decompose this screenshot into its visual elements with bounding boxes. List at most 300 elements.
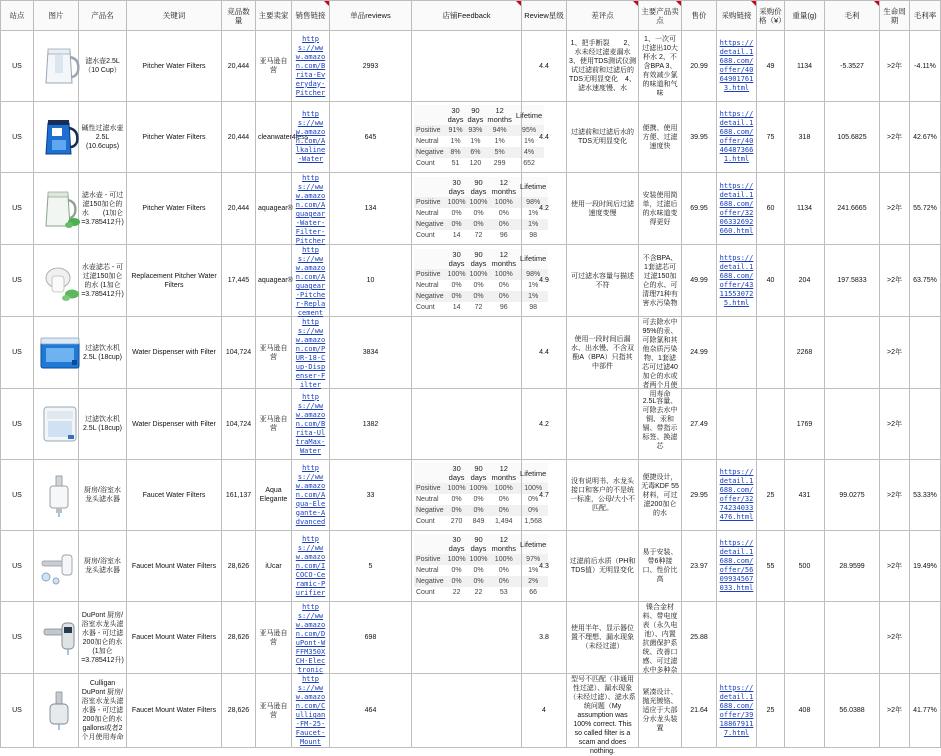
feedback-value: 98% <box>518 269 548 280</box>
dispenser-white-icon <box>36 401 76 447</box>
feedback-value: 0% <box>451 496 462 503</box>
feedback-value: 1,494 <box>494 518 513 525</box>
product-image-cell[interactable] <box>34 389 79 460</box>
faucet-filter-icon <box>36 472 76 518</box>
feedback-col-header: 12 months <box>491 249 517 268</box>
feedback-value: 0% <box>451 281 462 289</box>
header-row <box>1 1 941 31</box>
reviews-cell: 33 <box>330 460 412 531</box>
feedback-cell <box>412 389 522 460</box>
competitors-cell: 104,724 <box>222 317 256 389</box>
feedback-value: 1% <box>528 281 539 289</box>
cons-cell: 过滤前和过滤后水的TDS无明显变化 <box>567 102 639 173</box>
feedback-col-header: Lifetime <box>514 105 544 125</box>
keyword-cell: Water Dispenser with Filter <box>127 389 222 460</box>
feedback-value: 0% <box>451 567 462 574</box>
product-image-cell[interactable] <box>34 602 79 674</box>
profit-cell: -5.3527 <box>825 31 880 102</box>
feedback-value: 72 <box>474 303 483 311</box>
feedback-col-header: Lifetime <box>518 249 548 269</box>
feedback-value: 100% <box>469 270 488 278</box>
sales-link[interactable]: https://www.amazon.com/Aqua-Elegante-Advanced <box>292 460 330 531</box>
purchase-link[interactable]: https://detail.1688.com/offer/3274234033476.html <box>717 460 757 531</box>
column-header[interactable]: 主要卖家 <box>256 1 292 31</box>
column-header[interactable]: 关键词 <box>127 1 222 31</box>
cons-cell: 使用一段时间后漏水、出水慢、不含双酚A（BPA）只指其中部件 <box>567 317 639 389</box>
table-row[interactable] <box>1 531 941 602</box>
feedback-row-label: Count <box>416 231 435 239</box>
lifecycle-cell: >2年 <box>880 460 910 531</box>
weight-cell: 204 <box>785 245 825 317</box>
table-row[interactable] <box>1 460 941 531</box>
keyword-cell: Replacement Pitcher Water Filters <box>127 245 222 317</box>
competitors-cell: 161,137 <box>222 460 256 531</box>
feedback-value: 2% <box>518 576 548 587</box>
column-header[interactable]: 售价 <box>682 1 717 31</box>
product-name-cell: 碱性过滤水壶 2.5L (10.6cups) <box>79 102 127 173</box>
feedback-col-header: Lifetime <box>518 463 548 483</box>
feedback-value: 0% <box>473 567 484 574</box>
pros-cell: 镍合金材料、带电度表（永久电池）、内置抗菌保护系统、改善口感、可过滤水中多种杂 <box>639 602 682 674</box>
purchase-link[interactable]: https://detail.1688.com/offer/3918867911 7.html <box>717 674 757 748</box>
purchase-link[interactable]: https://detail.1688.com/offer/5609934567033.html <box>717 531 757 602</box>
stars-cell: 4.9 <box>522 245 567 317</box>
column-header[interactable]: 毛利率 <box>910 1 941 31</box>
column-header[interactable]: 竞品数量 <box>222 1 256 31</box>
feedback-col-header <box>414 177 446 197</box>
feedback-value: 6% <box>465 147 485 158</box>
sales-link[interactable]: https://www.amazon.com/PUR-18-Cup-Dispenser-Filter <box>292 317 330 389</box>
feedback-value: 4% <box>514 147 544 158</box>
feedback-value: 98 <box>529 303 538 311</box>
feedback-value: 91% <box>446 125 466 136</box>
site-cell: US <box>1 531 34 602</box>
profit-cell: 28.9599 <box>825 531 880 602</box>
product-image-cell[interactable] <box>34 531 79 602</box>
keyword-cell: Faucet Mount Water Filters <box>127 674 222 748</box>
margin-cell: 63.75% <box>910 245 941 317</box>
feedback-value: 1% <box>450 138 461 145</box>
feedback-row-label: Count <box>416 303 435 311</box>
margin-cell: 41.77% <box>910 674 941 748</box>
column-header[interactable]: 重量(g) <box>785 1 825 31</box>
profit-cell: 105.6825 <box>825 102 880 173</box>
feedback-value: 0% <box>446 576 468 587</box>
feedback-value: 1% <box>518 291 548 302</box>
reviews-cell: 2993 <box>330 31 412 102</box>
price-cell: 29.95 <box>682 460 717 531</box>
feedback-row-label: Positive <box>414 269 446 280</box>
feedback-value: 100% <box>518 483 548 494</box>
feedback-value: 100% <box>469 198 488 206</box>
product-image-cell[interactable] <box>34 245 79 317</box>
feedback-row-label: Neutral <box>416 281 439 289</box>
cons-cell: 可过滤水容量与描述不符 <box>567 245 639 317</box>
table-row[interactable] <box>1 602 941 674</box>
weight-cell: 500 <box>785 531 825 602</box>
seller-cell: aquagear® <box>256 245 292 317</box>
keyword-cell: Faucet Water Filters <box>127 460 222 531</box>
feedback-cell <box>412 674 522 748</box>
feedback-cell <box>412 31 522 102</box>
sales-link[interactable]: https://www.amazon.com/ICOCO-Ceramic-Purifier <box>292 531 330 602</box>
sales-link[interactable]: https://www.amazon.com/Culligan-FM-25-Faucet-Mount <box>292 674 330 748</box>
feedback-value: 66 <box>529 589 538 596</box>
sales-link[interactable]: https://www.amazon.com/Aquagear-Pitcher-Replacement <box>292 245 330 317</box>
purchase-price-cell <box>757 602 785 674</box>
pros-cell: 安装使用简单，过滤后的水味道变得更好 <box>639 173 682 245</box>
purchase-price-cell: 75 <box>757 102 785 173</box>
feedback-cell <box>412 317 522 389</box>
feedback-value: 0% <box>446 291 468 302</box>
feedback-row-label: Neutral <box>416 138 439 145</box>
feedback-value: 0% <box>451 209 462 217</box>
product-name-cell: 过滤饮水机 2.5L (18cup) <box>79 389 127 460</box>
feedback-value: 98% <box>518 197 548 208</box>
sales-link[interactable]: https://www.amazon.com/Brita-UltraMax-Water <box>292 389 330 460</box>
table-row[interactable] <box>1 173 941 245</box>
seller-cell: 亚马逊自营 <box>256 389 292 460</box>
feedback-col-header: 12 months <box>487 106 512 124</box>
feedback-value: 0% <box>498 281 509 289</box>
reviews-cell: 1382 <box>330 389 412 460</box>
feedback-value: 652 <box>523 160 535 167</box>
purchase-link[interactable] <box>717 389 757 460</box>
competitors-cell: 20,444 <box>222 102 256 173</box>
feedback-col-header: 30 days <box>447 106 464 124</box>
product-name-cell: 滤水壶 - 可过滤150加仑的水 (1加仑=3.785412升) <box>79 173 127 245</box>
competitors-cell: 28,626 <box>222 602 256 674</box>
feedback-value: 51 <box>451 160 460 167</box>
purchase-link[interactable] <box>717 602 757 674</box>
profit-cell: 99.0275 <box>825 460 880 531</box>
feedback-col-header: 90 days <box>468 249 490 269</box>
column-header[interactable]: 图片 <box>34 1 79 31</box>
stars-cell: 4.4 <box>522 102 567 173</box>
lifecycle-cell: >2年 <box>880 31 910 102</box>
product-image-cell[interactable] <box>34 460 79 531</box>
margin-cell <box>910 389 941 460</box>
faucet-display-icon <box>36 615 76 661</box>
feedback-col-header: 90 days <box>467 106 484 124</box>
stars-cell: 4.3 <box>522 531 567 602</box>
table-row[interactable] <box>1 102 941 173</box>
purchase-price-cell: 55 <box>757 531 785 602</box>
price-cell: 39.95 <box>682 102 717 173</box>
feedback-col-header <box>414 463 446 483</box>
feedback-value: 1% <box>528 209 539 217</box>
column-header[interactable]: 毛利 <box>825 1 880 31</box>
purchase-price-cell <box>757 389 785 460</box>
feedback-value: 100% <box>489 483 518 494</box>
column-header[interactable]: 站点 <box>1 1 34 31</box>
feedback-col-header: 30 days <box>446 249 468 269</box>
cons-cell: 过滤前后水质（PH和TDS值）无明显变化 <box>567 531 639 602</box>
product-name-cell: 厨房/浴室水龙头滤水器 <box>79 460 127 531</box>
product-image-cell[interactable] <box>34 102 79 173</box>
feedback-col-header: 12 months <box>491 177 517 196</box>
feedback-value: 0% <box>446 505 468 516</box>
column-header[interactable]: 产品名 <box>79 1 127 31</box>
competitors-cell: 17,445 <box>222 245 256 317</box>
feedback-row-label: Count <box>416 589 435 596</box>
seller-cell: 亚马逊自营 <box>256 674 292 748</box>
cons-cell: 使用半年、显示器位置不理想、漏水现象（未经过滤） <box>567 602 639 674</box>
purchase-link[interactable]: https://detail.1688.com/offer/40649017613.html <box>717 31 757 102</box>
feedback-col-header: 12 months <box>491 464 517 482</box>
feedback-value: 93% <box>465 125 485 136</box>
feedback-row-label: Positive <box>414 125 446 136</box>
weight-cell: 1134 <box>785 173 825 245</box>
feedback-col-header: 30 days <box>446 177 468 197</box>
competitors-cell: 28,626 <box>222 674 256 748</box>
pitcher-blue-icon <box>36 114 76 160</box>
site-cell: US <box>1 102 34 173</box>
feedback-col-header <box>414 105 446 125</box>
keyword-cell: Pitcher Water Filters <box>127 31 222 102</box>
reviews-cell: 464 <box>330 674 412 748</box>
feedback-value: 94% <box>485 125 514 136</box>
site-cell: US <box>1 460 34 531</box>
feedback-value: 0% <box>498 567 509 574</box>
margin-cell <box>910 317 941 389</box>
cons-cell <box>567 389 639 460</box>
purchase-link[interactable]: https://detail.1688.com/offer/43115530725.html <box>717 245 757 317</box>
feedback-row-label: Positive <box>414 554 446 565</box>
reviews-cell: 3834 <box>330 317 412 389</box>
product-image-cell[interactable] <box>34 31 79 102</box>
sales-link[interactable]: https://www.amazon.com/DuPont-WFFM350XCH-Electronic <box>292 602 330 674</box>
purchase-price-cell: 40 <box>757 245 785 317</box>
purchase-price-cell: 25 <box>757 460 785 531</box>
reviews-cell: 134 <box>330 173 412 245</box>
feedback-value: 72 <box>474 231 483 239</box>
price-cell: 25.88 <box>682 602 717 674</box>
product-name-cell: 厨房/浴室水龙头滤水器 <box>79 531 127 602</box>
product-image-cell[interactable] <box>34 674 79 748</box>
keyword-cell: Faucet Mount Water Filters <box>127 602 222 674</box>
feedback-value: 53 <box>499 589 508 596</box>
seller-cell: iUcar <box>256 531 292 602</box>
lifecycle-cell: >2年 <box>880 389 910 460</box>
seller-cell: 亚马逊自营 <box>256 602 292 674</box>
lifecycle-cell: >2年 <box>880 102 910 173</box>
purchase-price-cell <box>757 317 785 389</box>
feedback-value: 299 <box>493 160 506 167</box>
feedback-value: 100% <box>447 270 466 278</box>
feedback-value: 0% <box>498 209 509 217</box>
pros-cell: 2.5L容量、可除去水中铜、汞和镉、带指示标签、换滤芯 <box>639 389 682 460</box>
column-header[interactable]: Review星级 <box>522 1 567 31</box>
feedback-value: 5% <box>485 147 514 158</box>
column-header[interactable]: 店铺Feedback <box>412 1 522 31</box>
pitcher-green-icon <box>36 186 76 232</box>
price-cell: 69.95 <box>682 173 717 245</box>
column-header[interactable]: 生命周期 <box>880 1 910 31</box>
site-cell: US <box>1 31 34 102</box>
keyword-cell: Water Dispenser with Filter <box>127 317 222 389</box>
feedback-cell <box>412 102 543 173</box>
sales-link[interactable]: https://www.amazon.com/Aquagear-Water-Filter-Pitcher <box>292 173 330 245</box>
profit-cell: 241.6665 <box>825 173 880 245</box>
purchase-price-cell: 25 <box>757 674 785 748</box>
feedback-value: 98 <box>529 231 538 239</box>
feedback-row-label: Positive <box>414 483 446 494</box>
feedback-value: 1,568 <box>524 518 542 525</box>
feedback-col-header: 90 days <box>468 534 490 554</box>
seller-cell: 亚马逊自营 <box>256 31 292 102</box>
feedback-value: 0% <box>468 219 490 230</box>
purchase-link[interactable] <box>717 317 757 389</box>
competitors-cell: 20,444 <box>222 173 256 245</box>
feedback-value: 0% <box>473 209 484 217</box>
feedback-value: 22 <box>474 589 483 596</box>
table-row[interactable] <box>1 389 941 460</box>
price-cell: 27.49 <box>682 389 717 460</box>
pros-cell: 不含BPA、1套滤芯可过滤150加仑的水、可清理71种有害水污染物 <box>639 245 682 317</box>
product-name-cell: 水壶滤芯 - 可过滤150加仑的水 (1加仑=3.785412升) <box>79 245 127 317</box>
feedback-value: 0% <box>473 281 484 289</box>
feedback-row-label: Negative <box>416 578 444 585</box>
feedback-row-label: Negative <box>416 220 444 228</box>
feedback-row-label: Count <box>416 518 435 525</box>
feedback-value: 8% <box>446 147 466 158</box>
feedback-value: 0% <box>489 505 518 516</box>
margin-cell <box>910 602 941 674</box>
feedback-table <box>414 105 544 169</box>
stars-cell: 4.4 <box>522 317 567 389</box>
lifecycle-cell: >2年 <box>880 173 910 245</box>
feedback-col-header: 30 days <box>446 463 468 483</box>
price-cell: 24.99 <box>682 317 717 389</box>
price-cell: 23.97 <box>682 531 717 602</box>
column-header[interactable]: 销售链接 <box>292 1 330 31</box>
margin-cell: 19.49% <box>910 531 941 602</box>
competitors-cell: 20,444 <box>222 31 256 102</box>
feedback-value: 100% <box>489 197 518 208</box>
competitors-cell: 104,724 <box>222 389 256 460</box>
table-row[interactable] <box>1 317 941 389</box>
weight-cell: 431 <box>785 460 825 531</box>
feedback-value: 100% <box>447 198 466 206</box>
feedback-col-header: 12 months <box>491 535 517 553</box>
product-image-cell[interactable] <box>34 173 79 245</box>
feedback-value: 0% <box>468 576 490 587</box>
reviews-cell: 10 <box>330 245 412 317</box>
feedback-value: 0% <box>498 496 509 503</box>
feedback-col-header <box>414 534 446 554</box>
table-row[interactable] <box>1 31 941 102</box>
feedback-value: 0% <box>446 219 468 230</box>
product-name-cell: 过滤饮水机 2.5L (18cup) <box>79 317 127 389</box>
feedback-value: 22 <box>452 589 461 596</box>
feedback-col-header: Lifetime <box>518 177 548 197</box>
column-header[interactable]: 采购价格（¥） <box>757 1 785 31</box>
profit-cell <box>825 317 880 389</box>
cons-cell: 没有说明书、水龙头接口和客户的不是统一标准，公母/大小不匹配。 <box>567 460 639 531</box>
feedback-value: 97% <box>518 554 548 565</box>
feedback-value: 270 <box>450 518 463 525</box>
feedback-value: 1% <box>470 138 481 145</box>
feedback-row-label: Negative <box>416 292 444 300</box>
purchase-price-cell: 49 <box>757 31 785 102</box>
sales-link[interactable]: https://www.amazon.com/Alkaline-Water <box>292 102 330 173</box>
table-row[interactable] <box>1 674 941 748</box>
profit-cell <box>825 389 880 460</box>
column-header[interactable]: 采购链接 <box>717 1 757 31</box>
feedback-value: 1% <box>494 138 505 145</box>
pros-cell: 便携、使用方便、过滤速度快 <box>639 102 682 173</box>
weight-cell: 1134 <box>785 31 825 102</box>
site-cell: US <box>1 173 34 245</box>
column-header[interactable]: 单品reviews <box>330 1 412 31</box>
cons-cell: 1、把手断裂 2、水未经过滤麦漏水 3、使用TDS测试仪测试过滤前和过滤后的TDS无明显变化 4、滤水速度慢、水 <box>567 31 639 102</box>
seller-cell: Aqua Elegante <box>256 460 292 531</box>
table-row[interactable] <box>1 245 941 317</box>
feedback-cell <box>412 602 522 674</box>
sales-link[interactable]: https://www.amazon.com/Brita-Everyday-Pitcher <box>292 31 330 102</box>
reviews-cell: 5 <box>330 531 412 602</box>
feedback-value: 120 <box>469 160 482 167</box>
purchase-link[interactable]: https://detail.1688.com/offer/40464873661.html <box>717 102 757 173</box>
site-cell: US <box>1 317 34 389</box>
feedback-col-header: 90 days <box>468 177 490 197</box>
column-header[interactable]: 差评点 <box>567 1 639 31</box>
feedback-row-label: Count <box>416 160 435 167</box>
site-cell: US <box>1 245 34 317</box>
filter-cartridge-icon <box>36 258 76 304</box>
margin-cell: 55.72% <box>910 173 941 245</box>
feedback-table <box>414 463 548 527</box>
feedback-value: 0% <box>489 219 518 230</box>
purchase-link[interactable]: https://detail.1688.com/offer/3206332692660.html <box>717 173 757 245</box>
feedback-col-header <box>414 249 446 269</box>
feedback-col-header: 90 days <box>468 463 490 483</box>
purchase-price-cell: 60 <box>757 173 785 245</box>
feedback-value: 0% <box>489 291 518 302</box>
weight-cell: 2268 <box>785 317 825 389</box>
cons-cell: 型号不匹配（非通用性过滤）、漏水现象（未经过滤）、滤水系统问题（My assumption was 100% correct. This so called filter is a scam and does nothing. <box>567 674 639 748</box>
feedback-value: 100% <box>469 556 488 563</box>
faucet-mount-icon <box>36 543 76 589</box>
stars-cell: 4.4 <box>522 31 567 102</box>
competitors-cell: 28,626 <box>222 531 256 602</box>
feedback-value: 100% <box>447 485 466 492</box>
feedback-value: 100% <box>469 485 488 492</box>
seller-cell: 亚马逊自营 <box>256 317 292 389</box>
margin-cell: -4.11% <box>910 31 941 102</box>
weight-cell <box>785 602 825 674</box>
keyword-cell: Pitcher Water Filters <box>127 102 222 173</box>
site-cell: US <box>1 674 34 748</box>
feedback-value: 1% <box>523 138 535 145</box>
stars-cell: 4.7 <box>522 460 567 531</box>
feedback-row-label: Neutral <box>416 567 439 574</box>
stars-cell: 4.2 <box>522 389 567 460</box>
lifecycle-cell: >2年 <box>880 245 910 317</box>
feedback-value: 0% <box>468 291 490 302</box>
profit-cell: 56.0388 <box>825 674 880 748</box>
feedback-value: 100% <box>489 269 518 280</box>
product-image-cell[interactable] <box>34 317 79 389</box>
seller-cell: cleanwater4less <box>256 102 292 173</box>
product-name-cell: 滤水壶2.5L （10 Cup） <box>79 31 127 102</box>
cons-cell: 使用一段时间后过滤速度变慢 <box>567 173 639 245</box>
price-cell: 20.99 <box>682 31 717 102</box>
column-header[interactable]: 主要产品卖点 <box>639 1 682 31</box>
feedback-value: 14 <box>452 303 461 311</box>
site-cell: US <box>1 602 34 674</box>
